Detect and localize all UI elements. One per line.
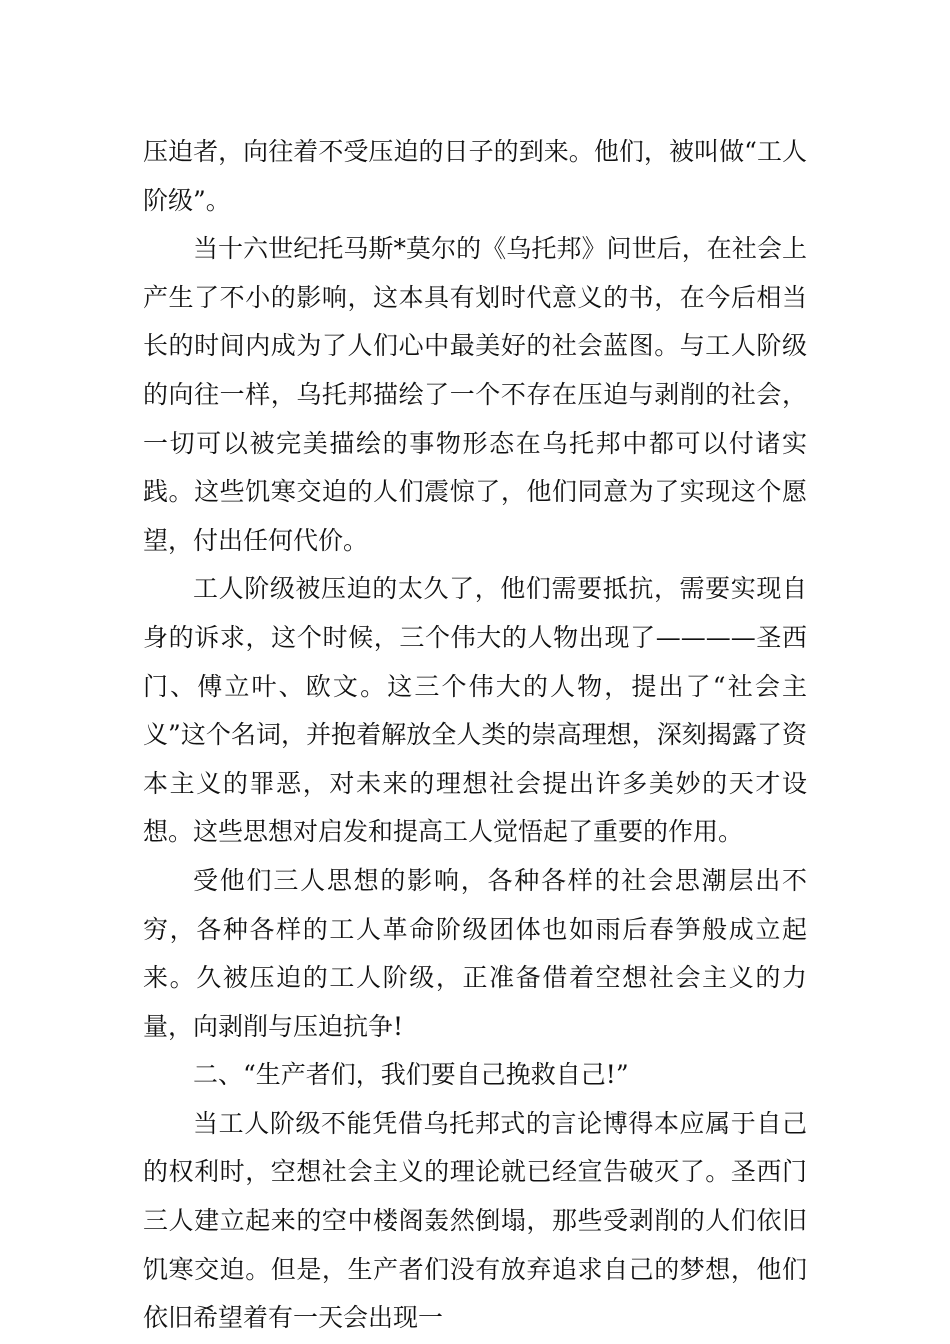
paragraph-4: 受他们三人思想的影响，各种各样的社会思潮层出不穷，各种各样的工人革命阶级团体也如雨后春笋般成立起来。久被压迫的工人阶级，正准备借着空想社会主义的力量，向剥削与压迫抗争! (143, 865, 807, 1041)
paragraph-3: 工人阶级被压迫的太久了，他们需要抵抗，需要实现自身的诉求，这个时候，三个伟大的人物出现了————圣西门、傅立叶、欧文。这三个伟大的人物，提出了“社会主义”这个名词，并抱着解放全人类的崇高理想，深刻揭露了资本主义的罪恶，对未来的理想社会提出许多美妙的天才设想。这些思想对启发和提高工人觉悟起了重要的作用。 (143, 574, 807, 847)
paragraph-5: 当工人阶级不能凭借乌托邦式的言论博得本应属于自己的权利时，空想社会主义的理论就已经宣告破灭了。圣西门三人建立起来的空中楼阁轰然倒塌，那些受剥削的人们依旧饥寒交迫。但是，生产者们没有放弃追求自己的梦想，他们依旧希望着有一天会出现一 (143, 1108, 807, 1333)
section-heading: 二、“生产者们，我们要自己挽救自己!” (193, 1060, 629, 1090)
paragraph-2: 当十六世纪托马斯*莫尔的《乌托邦》问世后，在社会上产生了不小的影响，这本具有划时代意义的书，在今后相当长的时间内成为了人们心中最美好的社会蓝图。与工人阶级的向往一样，乌托邦描绘了一个不存在压迫与剥削的社会，一切可以被完美描绘的事物形态在乌托邦中都可以付诸实践。这些饥寒交迫的人们震惊了，他们同意为了实现这个愿望，付出任何代价。 (143, 234, 807, 555)
document-body (143, 128, 807, 1343)
paragraph-1: 压迫者，向往着不受压迫的日子的到来。他们，被叫做“工人阶级”。 (143, 137, 807, 215)
